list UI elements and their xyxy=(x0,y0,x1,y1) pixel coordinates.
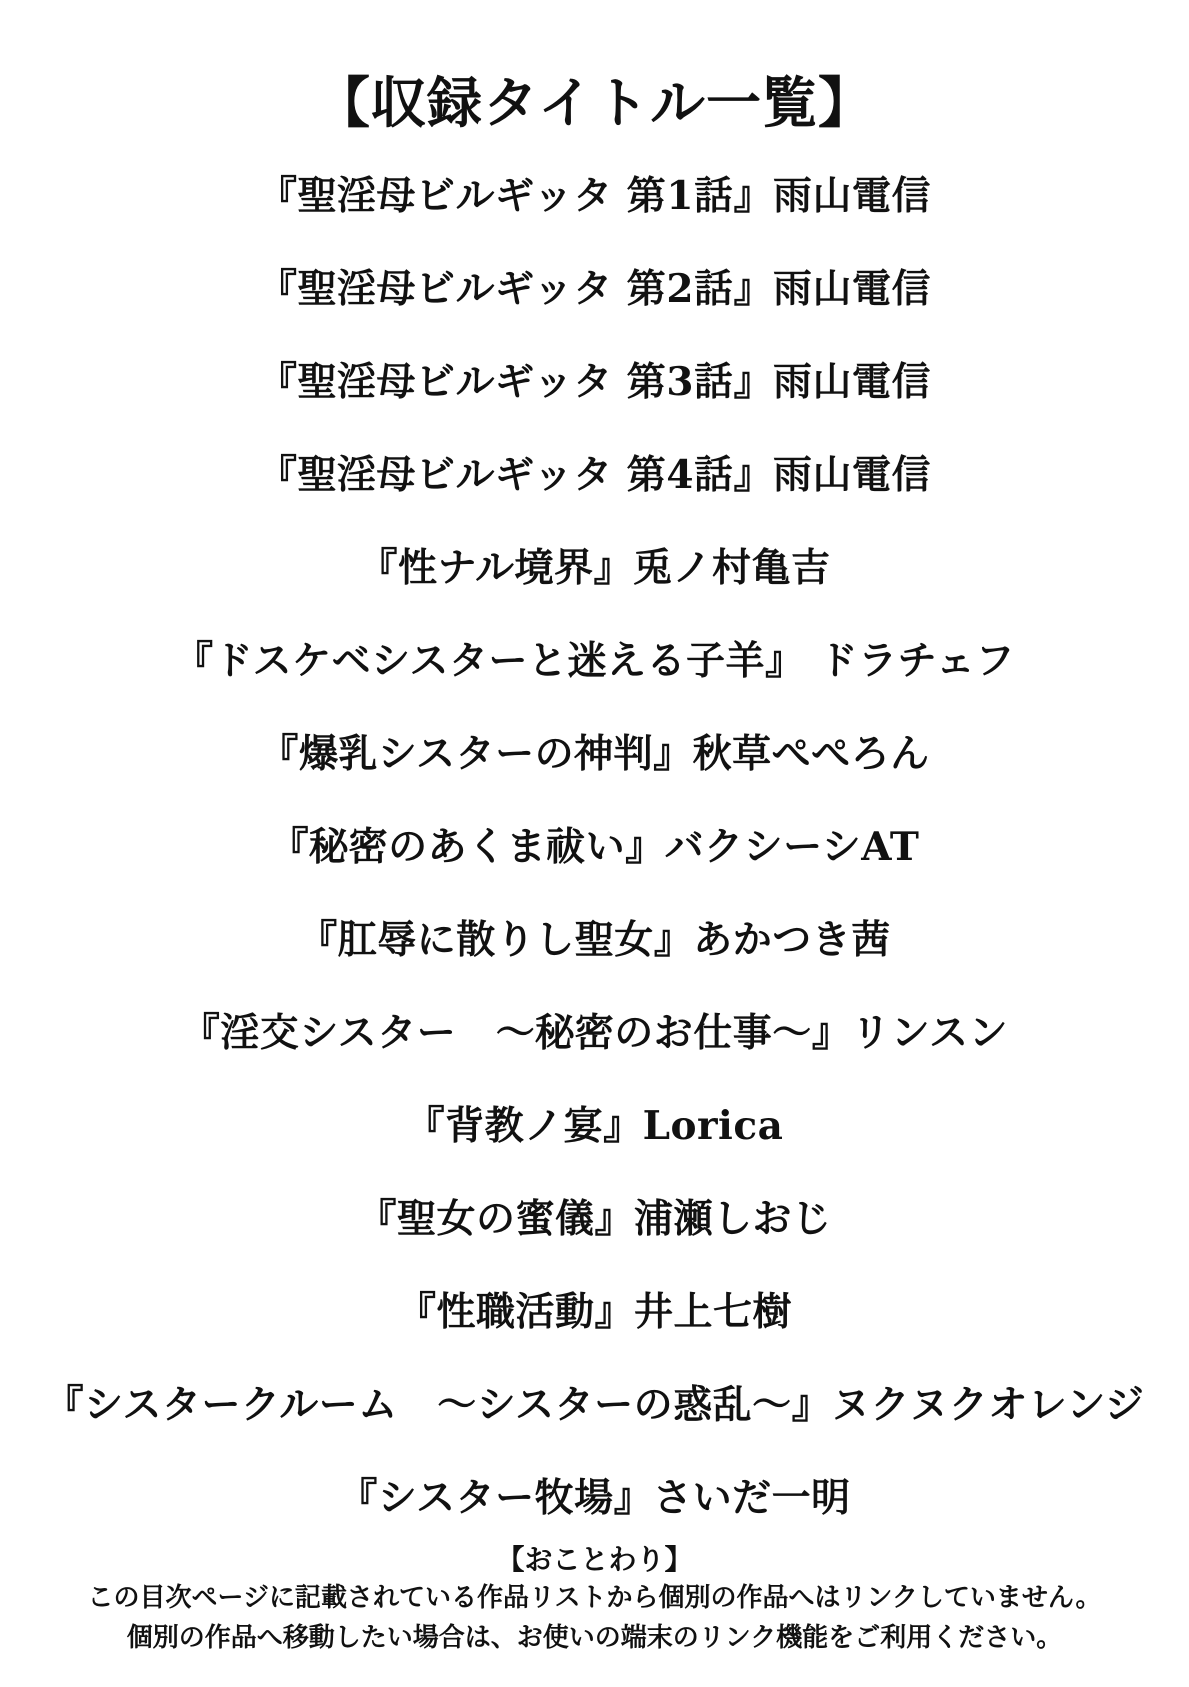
title-list xyxy=(0,146,1189,1541)
toc-item: 『性ナル境界』兎ノ村亀吉 xyxy=(358,544,831,591)
toc-item: 『聖淫母ビルギッタ 第1話』雨山電信 xyxy=(258,172,931,219)
notice-heading: 【おことわり】 xyxy=(496,1543,693,1576)
toc-item: 『シスタークルーム ～シスターの惑乱～』ヌクヌクオレンジ xyxy=(44,1381,1145,1428)
notice-line-2: 個別の作品へ移動したい場合は、お使いの端末のリンク機能をご利用ください。 xyxy=(126,1622,1063,1653)
toc-item: 『聖淫母ビルギッタ 第3話』雨山電信 xyxy=(258,358,931,405)
notice-block xyxy=(0,1541,1189,1655)
toc-item: 『背教ノ宴』Lorica xyxy=(405,1102,784,1149)
toc-item: 『シスター牧場』さいだ一明 xyxy=(338,1474,851,1521)
toc-item: 『淫交シスター ～秘密のお仕事～』リンスン xyxy=(180,1009,1009,1056)
toc-item: 『聖淫母ビルギッタ 第4話』雨山電信 xyxy=(258,451,931,498)
toc-item: 『肛辱に散りし聖女』あかつき茜 xyxy=(298,916,891,963)
toc-item: 『性職活動』井上七樹 xyxy=(396,1288,792,1335)
toc-item: 『秘密のあくま祓い』バクシーシAT xyxy=(269,823,920,870)
toc-item: 『爆乳シスターの神判』秋草ぺぺろん xyxy=(259,730,930,777)
page-title: 【収録タイトル一覧】 xyxy=(315,70,874,135)
toc-item: 『ドスケベシスターと迷える子羊』 ドラチェフ xyxy=(174,637,1015,684)
notice-line-1: この目次ページに記載されている作品リストから個別の作品へはリンクしていません。 xyxy=(87,1582,1102,1613)
toc-item: 『聖淫母ビルギッタ 第2話』雨山電信 xyxy=(258,265,931,312)
toc-item: 『聖女の蜜儀』浦瀬しおじ xyxy=(357,1195,832,1242)
